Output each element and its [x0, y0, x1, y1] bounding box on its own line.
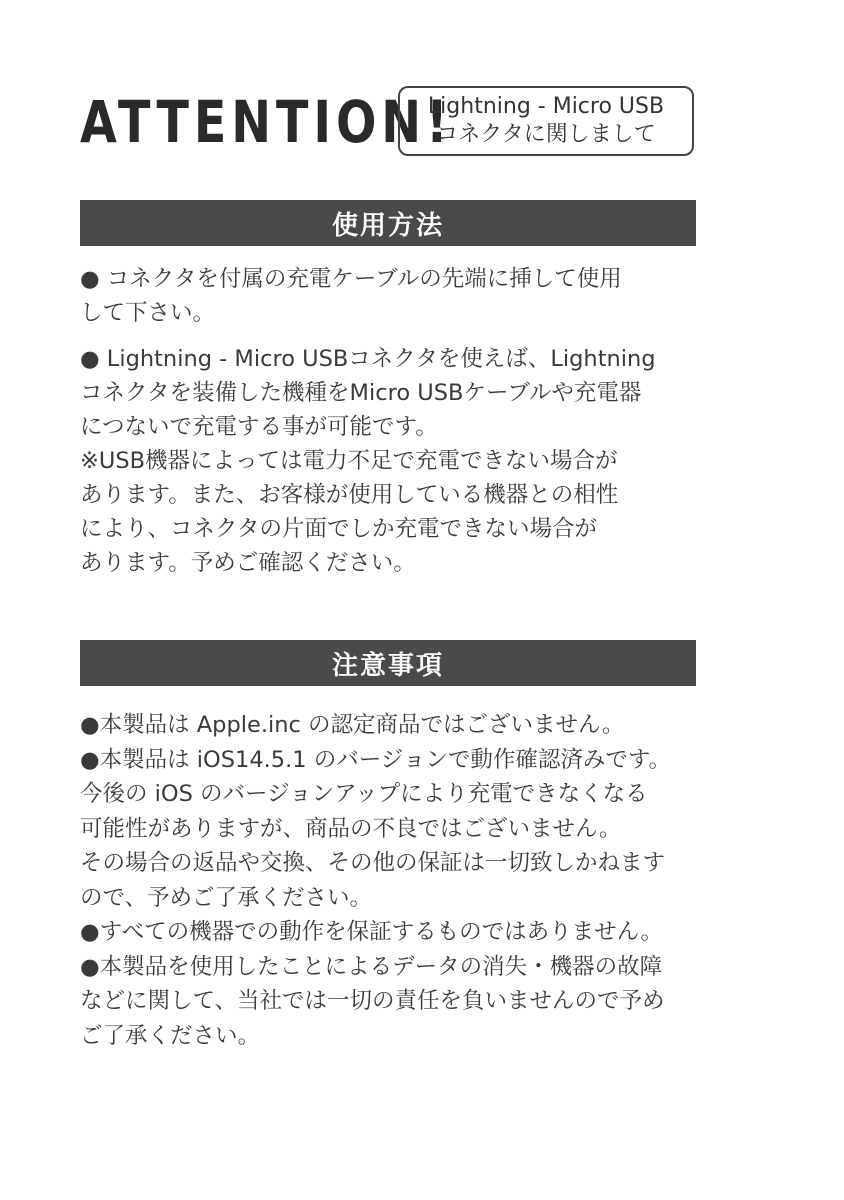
subject-box: [398, 86, 694, 156]
usage-text-line: あります。また、お客様が使用している機器との相性: [80, 482, 619, 508]
usage-section: [80, 262, 710, 580]
usage-text-line: につないで充電する事が可能です。: [80, 414, 438, 440]
usage-text-line: ※USB機器によっては電力不足で充電できない場合が: [80, 448, 618, 474]
attention-title: ATTENTION!: [80, 88, 453, 156]
usage-text-line: コネクタを装備した機種をMicro USBケーブルや充電器: [80, 380, 642, 406]
usage-heading: 使用方法: [80, 200, 696, 246]
usage-text-line: して下さい。: [80, 300, 216, 326]
subject-line-1: Lightning - Micro USB: [427, 94, 665, 119]
notes-text-line: ●本製品は iOS14.5.1 のバージョンで動作確認済みです。: [80, 746, 672, 773]
notes-section: [80, 708, 710, 1053]
usage-text-line: ● コネクタを付属の充電ケーブルの先端に挿して使用: [80, 266, 622, 292]
notes-text-line: その場合の返品や交換、その他の保証は一切致しかねます: [80, 850, 666, 876]
notes-text-line: などに関して、当社では一切の責任を負いませんので予め: [80, 988, 665, 1014]
usage-text-line: により、コネクタの片面でしか充電できない場合が: [80, 516, 598, 542]
notes-text-line: ご了承ください。: [80, 1022, 261, 1049]
notes-text-line: ●本製品を使用したことによるデータの消失・機器の故障: [80, 953, 663, 980]
header: [80, 80, 700, 160]
notes-text-line: 可能性がありますが、商品の不良ではございません。: [80, 815, 622, 842]
notes-text-line: ので、予めご了承ください。: [80, 884, 373, 911]
notes-text-line: ●本製品は Apple.inc の認定商品ではございません。: [80, 712, 625, 738]
subject-line-2: コネクタに関しまして: [436, 122, 656, 147]
notes-text-line: ●すべての機器での動作を保証するものではありません。: [80, 919, 664, 945]
notes-heading: 注意事項: [80, 640, 696, 686]
notes-text-line: 今後の iOS のバージョンアップにより充電できなくなる: [80, 781, 648, 807]
usage-text-line: ● Lightning - Micro USBコネクタを使えば、Lightning: [80, 346, 656, 372]
usage-text-line: あります。予めご確認ください。: [80, 550, 416, 576]
